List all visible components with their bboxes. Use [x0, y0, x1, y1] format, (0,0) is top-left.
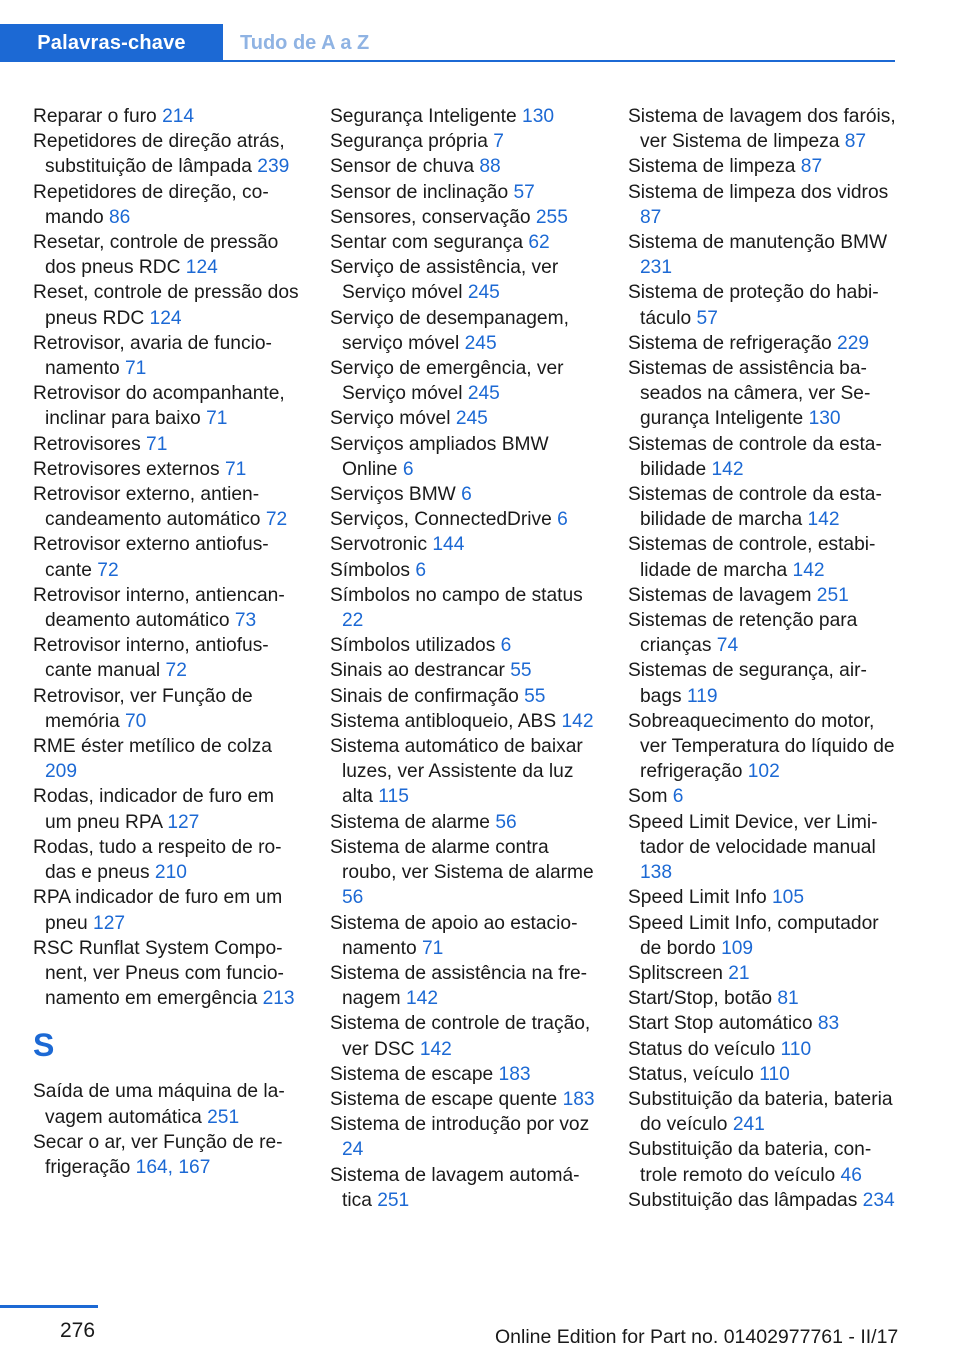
page-link[interactable]: 231 — [640, 257, 673, 279]
page-link[interactable]: 71 — [125, 358, 147, 380]
index-entry — [628, 885, 898, 910]
index-entry — [628, 280, 898, 330]
index-term: Sinais de confirmação — [330, 685, 519, 707]
page-link[interactable]: 81 — [777, 988, 799, 1010]
page-link[interactable]: 142 — [561, 710, 594, 732]
index-entry — [330, 255, 600, 305]
index-term: Sistemas de segurança, airbags — [628, 660, 867, 707]
index-entry — [33, 835, 303, 885]
index-entry — [33, 129, 303, 179]
page-link[interactable]: 110 — [759, 1063, 790, 1085]
page-link[interactable]: 105 — [772, 887, 805, 909]
page-link[interactable]: 183 — [498, 1063, 531, 1085]
index-term: Sensor de chuva — [330, 156, 474, 178]
index-entry — [330, 230, 600, 255]
index-entry — [33, 180, 303, 230]
page-link[interactable]: 210 — [154, 862, 187, 884]
index-term: Sensores, conservação — [330, 206, 531, 228]
index-term: Sistema de alarme — [330, 811, 490, 833]
index-term: Símbolos utilizados — [330, 635, 496, 657]
index-entry — [33, 482, 303, 532]
index-term: Reset, controle de pressão dos pneus RDC — [33, 282, 299, 329]
index-term: Sistema de escape quente — [330, 1088, 558, 1110]
tab-tudo-de-a-a-z[interactable]: Tudo de A a Z — [240, 31, 370, 54]
index-entry — [330, 205, 600, 230]
page-link[interactable]: 164, 167 — [135, 1156, 211, 1178]
index-column-1 — [33, 104, 303, 1180]
index-term: Serviço de desempanagem, serviço móvel — [330, 307, 569, 354]
index-entry — [330, 532, 600, 557]
page-link[interactable]: 130 — [522, 106, 555, 127]
page-link[interactable]: 127 — [93, 912, 126, 934]
index-entry — [330, 507, 600, 532]
index-term: Sobreaquecimento do motor, ver Temperatura do líquido de refrigeração — [628, 710, 895, 783]
page-link[interactable]: 87 — [844, 131, 867, 153]
page-link[interactable]: 124 — [149, 307, 182, 329]
index-entry — [33, 684, 303, 734]
page-link[interactable]: 110 — [780, 1038, 812, 1060]
page-link[interactable]: 71 — [146, 433, 168, 455]
index-term: Secar o ar, ver Função de refrigeração — [33, 1131, 283, 1178]
index-entry — [628, 104, 898, 154]
page-number: 276 — [60, 1319, 96, 1342]
index-term: RPA indicador de furo em um pneu — [33, 887, 283, 934]
page-link[interactable]: 24 — [342, 1139, 364, 1161]
page-link[interactable]: 209 — [45, 761, 78, 783]
header-rule — [0, 60, 895, 62]
index-entry — [330, 432, 600, 482]
edition-note: Online Edition for Part no. 01402977761 - II/17 — [495, 1326, 899, 1348]
index-term: Rodas, tudo a respeito de rodas e pneus — [33, 836, 282, 884]
index-entry — [330, 558, 600, 583]
index-term: Serviço de emergência, ver Serviço móvel — [330, 358, 564, 405]
index-entry — [628, 986, 898, 1011]
index-term: Sistema de limpeza dos vidros — [628, 181, 889, 203]
index-entry — [628, 180, 898, 230]
page-link[interactable]: 213 — [262, 988, 295, 1010]
index-term: Sistema de controle de tração, ver DSC — [330, 1013, 591, 1060]
index-term: Start Stop automático — [628, 1013, 813, 1035]
page-link[interactable]: 6 — [415, 559, 426, 581]
page-link[interactable]: 109 — [721, 937, 754, 959]
index-entry — [628, 331, 898, 356]
index-entry — [628, 658, 898, 708]
index-term: Sistemas de lavagem — [628, 584, 812, 606]
page-link[interactable]: 245 — [464, 332, 497, 354]
page-link[interactable]: 142 — [807, 509, 840, 531]
index-term: Rodas, indicador de furo em um pneu RPA — [33, 786, 275, 833]
page-link[interactable]: 245 — [467, 383, 500, 405]
index-entry — [628, 432, 898, 482]
page-link[interactable]: 74 — [716, 635, 739, 657]
page-link[interactable]: 142 — [406, 988, 439, 1010]
index-term: Retrovisor, ver Função de memória — [33, 685, 253, 732]
index-entry — [33, 1079, 303, 1129]
index-term: Sensor de inclinação — [330, 181, 509, 203]
page-link[interactable]: 72 — [97, 559, 119, 581]
index-term: Serviço de assistência, ver Serviço móvel — [330, 257, 559, 304]
page-link[interactable]: 6 — [402, 458, 414, 480]
page-link[interactable]: 6 — [672, 786, 684, 808]
index-entry — [628, 961, 898, 986]
index-term: Retrovisor externo, antiencandeamento automático — [33, 484, 261, 531]
index-entry — [330, 482, 600, 507]
index-term: Retrovisor do acompanhante, inclinar para baixo — [33, 383, 285, 430]
page-link[interactable]: 6 — [461, 484, 472, 506]
page-link[interactable]: 56 — [495, 811, 517, 833]
index-entry — [33, 734, 303, 784]
index-entry — [330, 356, 600, 406]
index-column-2 — [330, 104, 600, 1213]
index-term: Sistema de lavagem dos faróis, ver Sistema de limpeza — [628, 106, 896, 153]
page-link[interactable]: 73 — [234, 610, 257, 632]
index-term: Serviços BMW — [330, 484, 456, 506]
index-term: Segurança Inteligente — [330, 106, 517, 127]
page-link[interactable]: 57 — [696, 307, 718, 329]
index-entry — [33, 633, 303, 683]
index-entry — [330, 658, 600, 683]
index-entry — [628, 911, 898, 961]
page-link[interactable]: 71 — [224, 458, 247, 480]
index-entry — [33, 432, 303, 457]
index-term: Sistema de escape — [330, 1063, 494, 1085]
index-entry — [628, 154, 898, 179]
page-link[interactable]: 87 — [640, 206, 662, 228]
index-entry — [628, 1037, 898, 1062]
tab-palavras-chave[interactable]: Palavras-chave — [0, 24, 223, 62]
index-entry — [330, 583, 600, 633]
index-entry — [330, 911, 600, 961]
index-term: Sistema de lavagem automática — [330, 1164, 580, 1211]
index-term: Substituição da bateria, controle remoto do veículo — [628, 1139, 872, 1186]
footer-rule — [0, 1305, 98, 1308]
index-entry — [33, 381, 303, 431]
index-entry — [628, 1062, 898, 1087]
index-entry — [628, 1087, 898, 1137]
index-entry — [330, 1087, 600, 1112]
index-entry — [330, 734, 600, 810]
page-link[interactable]: 83 — [817, 1013, 840, 1035]
page-link[interactable]: 22 — [342, 610, 364, 632]
index-entry — [330, 835, 600, 911]
index-entry — [628, 583, 898, 608]
index-entry — [33, 784, 303, 834]
index-term: Sistema de limpeza — [628, 156, 796, 178]
index-entry — [330, 154, 600, 179]
page-link[interactable]: 245 — [467, 282, 500, 304]
page-link[interactable]: 239 — [257, 156, 290, 178]
index-entry — [33, 331, 303, 381]
index-entry — [33, 457, 303, 482]
page-link[interactable]: 130 — [808, 408, 841, 430]
index-term: Substituição da bateria, bateria do veículo — [628, 1088, 893, 1136]
index-term: Sistema de assistência na frenagem — [330, 962, 588, 1010]
index-term: Sinais ao destrancar — [330, 660, 505, 682]
index-entry — [330, 406, 600, 431]
index-term: Sistema de apoio ao estacionamento — [330, 912, 578, 959]
index-term: Retrovisores — [33, 433, 141, 455]
index-entry — [330, 633, 600, 658]
index-term: Sentar com segurança — [330, 232, 524, 254]
index-entry — [628, 784, 898, 809]
index-term: Retrovisores externos — [33, 458, 220, 480]
index-entry — [628, 709, 898, 785]
index-term: Símbolos no campo de status — [330, 584, 583, 606]
index-term: Serviços ampliados BMW Online — [330, 433, 549, 480]
header-bar — [0, 0, 960, 62]
page-link[interactable]: 6 — [557, 509, 568, 531]
index-entry — [330, 104, 600, 129]
index-term: Resetar, controle de pressão dos pneus RDC — [33, 232, 279, 279]
index-term: Repetidores de direção, comando — [33, 181, 269, 228]
index-term: Sistema de manutenção BMW — [628, 232, 888, 254]
index-entry — [33, 583, 303, 633]
index-term: Saída de uma máquina de lavagem automática — [33, 1081, 285, 1128]
page-link[interactable]: 142 — [711, 458, 744, 480]
index-term: Sistema automático de baixar luzes, ver Assistente da luz alta — [330, 736, 583, 808]
index-entry — [330, 709, 600, 734]
index-column-3 — [628, 104, 898, 1213]
index-term: Status do veículo — [628, 1038, 776, 1060]
index-term: Speed Limit Device, ver Limitador de velocidade manual — [628, 811, 878, 858]
page-link[interactable]: 102 — [747, 761, 780, 783]
page-link[interactable]: 229 — [837, 332, 870, 354]
index-term: RME éster metílico de colza — [33, 736, 272, 758]
index-entry — [628, 230, 898, 280]
index-term: Substituição das lâmpadas — [628, 1189, 858, 1211]
page-link[interactable]: 55 — [524, 685, 546, 707]
index-term: Retrovisor interno, antiofuscante manual — [33, 635, 269, 682]
page-link[interactable]: 55 — [510, 660, 532, 682]
index-entry — [330, 1011, 600, 1061]
page-link[interactable]: 138 — [640, 862, 673, 884]
page-link[interactable]: 72 — [165, 660, 187, 682]
page-link[interactable]: 72 — [265, 509, 288, 531]
index-entry — [33, 532, 303, 582]
page-link[interactable]: 142 — [792, 559, 825, 581]
index-term: Status, veículo — [628, 1063, 754, 1085]
page-link[interactable]: 56 — [342, 887, 364, 909]
page-link[interactable]: 86 — [109, 206, 131, 228]
page-link[interactable]: 7 — [493, 131, 504, 153]
index-entry — [628, 608, 898, 658]
index-term: Splitscreen — [628, 962, 723, 984]
index-entry — [330, 684, 600, 709]
index-term: Sistema de alarme contra roubo, ver Sistema de alarme — [330, 836, 594, 884]
index-entry — [628, 532, 898, 582]
index-entry — [330, 306, 600, 356]
page-link[interactable]: 255 — [535, 206, 568, 228]
index-term: Sistemas de controle, estabilidade de marcha — [628, 534, 876, 581]
page-link[interactable]: 251 — [816, 584, 849, 606]
index-entry — [628, 1137, 898, 1187]
index-entry — [330, 1163, 600, 1213]
index-term: Sistemas de retenção para crianças — [628, 610, 858, 657]
page-link[interactable]: 245 — [455, 408, 488, 430]
index-entry — [33, 230, 303, 280]
page-link[interactable]: 57 — [513, 181, 535, 203]
index-entry — [33, 280, 303, 330]
index-entry — [628, 356, 898, 432]
index-term: Sistema de proteção do habitáculo — [628, 282, 879, 329]
index-term: Reparar o furo — [33, 106, 157, 127]
page-link[interactable]: 71 — [422, 937, 444, 959]
index-term: Servotronic — [330, 534, 428, 556]
index-term: RSC Runflat System Component, ver Pneus com funcionamento em emergência — [33, 937, 284, 1010]
index-term: Speed Limit Info — [628, 887, 767, 909]
page-link[interactable]: 144 — [432, 534, 465, 556]
page-link[interactable]: 87 — [800, 156, 823, 178]
index-entry — [33, 1130, 303, 1180]
index-term: Serviço móvel — [330, 408, 451, 430]
index-term: Sistemas de controle da estabilidade — [628, 433, 882, 480]
index-term: Start/Stop, botão — [628, 988, 772, 1010]
index-entry — [330, 961, 600, 1011]
page-link[interactable]: 251 — [207, 1106, 240, 1128]
index-term: Símbolos — [330, 559, 410, 581]
index-entry — [330, 1062, 600, 1087]
page-link[interactable]: 21 — [728, 962, 750, 984]
index-entry — [628, 482, 898, 532]
page-link[interactable]: 71 — [206, 408, 228, 430]
index-entry — [33, 936, 303, 1012]
index-entry — [628, 810, 898, 886]
page-link[interactable]: 62 — [528, 232, 550, 254]
page-link[interactable]: 88 — [479, 156, 501, 178]
page-link[interactable]: 70 — [124, 710, 147, 732]
page-link[interactable]: 142 — [419, 1038, 452, 1060]
page-link[interactable]: 241 — [732, 1114, 765, 1136]
index-term: Sistemas de assistência baseados na câmera, ver Segurança Inteligente — [628, 358, 871, 430]
index-term: Speed Limit Info, computador de bordo — [628, 912, 879, 959]
index-term: Sistema de refrigeração — [628, 332, 832, 354]
index-entry — [628, 1188, 898, 1213]
page-link[interactable]: 119 — [686, 685, 718, 707]
index-term: Retrovisor, avaria de funcionamento — [33, 332, 272, 380]
index-entry — [33, 885, 303, 935]
index-entry — [330, 180, 600, 205]
index-term: Repetidores de direção atrás, substituição de lâmpada — [33, 131, 285, 178]
page-link[interactable]: 6 — [500, 635, 512, 657]
index-term: Som — [628, 786, 668, 808]
index-term: Serviços, ConnectedDrive — [330, 509, 552, 531]
index-entry — [33, 104, 303, 129]
index-letter-heading: S — [33, 1027, 55, 1064]
index-term: Retrovisor interno, antiencandeamento automático — [33, 584, 285, 632]
page-link[interactable]: 127 — [167, 811, 200, 833]
page-link[interactable]: 124 — [185, 257, 218, 279]
index-entry — [330, 1112, 600, 1162]
index-entry — [330, 129, 600, 154]
page-link[interactable]: 183 — [562, 1088, 595, 1110]
index-term: Sistema de introdução por voz — [330, 1114, 590, 1136]
index-term: Segurança própria — [330, 131, 488, 153]
index-entry — [330, 810, 600, 835]
index-entry — [628, 1011, 898, 1036]
index-term: Retrovisor externo antiofuscante — [33, 534, 269, 581]
index-term: Sistemas de controle da estabilidade de marcha — [628, 484, 882, 531]
page-link[interactable]: 115 — [378, 786, 409, 808]
index-term: Sistema antibloqueio, ABS — [330, 710, 557, 732]
page-link[interactable]: 46 — [840, 1164, 862, 1186]
page-link[interactable]: 214 — [162, 106, 195, 127]
page-link[interactable]: 251 — [377, 1189, 410, 1211]
page-link[interactable]: 234 — [862, 1189, 895, 1211]
